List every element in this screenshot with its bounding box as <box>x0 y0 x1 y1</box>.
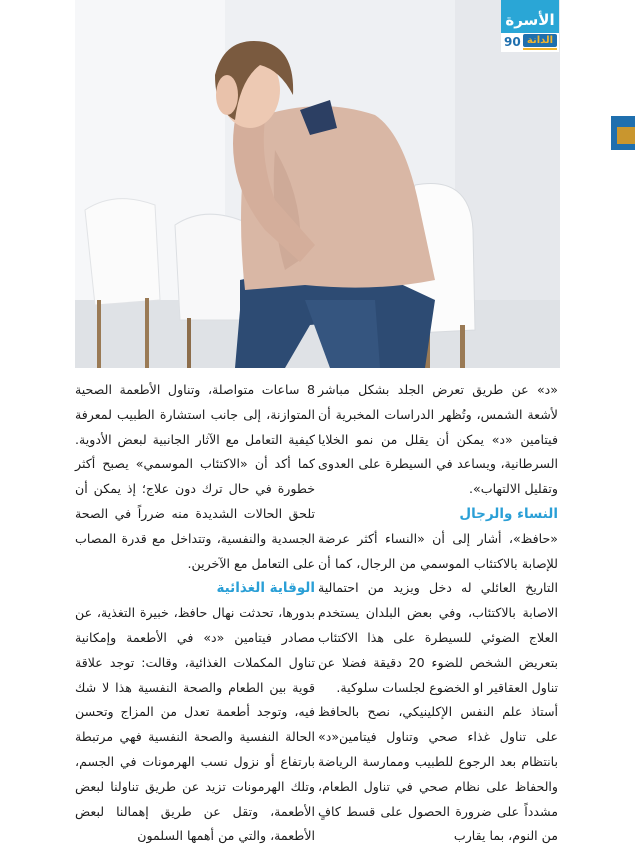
paragraph: أستاذ علم النفس الإكلينيكي، نصح بالحافظ على تناول غذاء صحي وتناول فيتامين«د» بانتظام بعد الرجوع للطبيب وممارسة الرياضة والحفاظ على نظام صحي في تناول الطعام، مشدداً على ضرورة الحصول على قسط كافٍ من النوم، بما يقارب <box>318 704 558 844</box>
subheading-nutrition: الوقاية الغذائية <box>216 580 315 597</box>
article-photo <box>75 0 560 368</box>
section-badge <box>501 0 559 52</box>
magazine-logo: الدانة <box>523 34 557 47</box>
subheading-women-men: النساء والرجال <box>459 505 558 522</box>
article-column-right <box>318 378 558 849</box>
paragraph: بدورها، تحدثت نهال حافظ، خبيرة التغذية، عن مصادر فيتامين «د» في الأطعمة وإمكانية تناول المكملات الغذائية، وقالت: توجد علاقة قوية بين الطعام والصحة النفسية هذا لا شك فيه، وتوجد أطعمة تعدل من المزاج وتحسن الحالة النفسية والصحة النفسية فهي مرتبطة بارتفاع أو نزول نسب الهرمونات في الجسم، وتلك الهرمونات تزيد عن طريق تناولنا لبعض الأطعمة، وتقل عن طريق إهمالنا لبعض الأطعمة، والتي من أهمها السلمون <box>75 605 315 844</box>
paragraph: «حافظ»، أشار إلى أن «النساء أكثر عرضة للإصابة بالاكتئاب الموسمي من الرجال، كما أن التاريخ العائلي له دخل ويزيد من احتمالية الاصابة بالاكتئاب، وفي بعض البلدان يستخدم العلاج الضوئي للسيطرة على هذا الاكتئاب بتعريض الشخص للضوء 20 دقيقة فضلا عن تناول العقاقير او الخضوع لجلسات سلوكية. <box>318 530 558 695</box>
article-column-left <box>75 378 315 849</box>
paragraph: 8 ساعات متواصلة، وتناول الأطعمة الصحية المتوازنة، إلى جانب استشارة الطبيب لمعرفة كيفية التعامل مع الآثار الجانبية لبعض الأدوية. كما أكد أن «الاكتئاب الموسمي» يصبح أكثر خطورة في حال ترك دون علاج؛ إذ يمكن أن تلحق الحالات الشديدة منه ضرراً في الصحة الجسدية والنفسية، وتتداخل مع قدرة المصاب على التعامل مع الآخرين. <box>75 382 315 571</box>
page-number: 90 <box>504 35 521 49</box>
woman-sitting-photo <box>75 0 560 368</box>
section-label: الأسرة <box>501 0 559 33</box>
badge-footer <box>501 33 559 52</box>
logo-underline <box>523 48 557 50</box>
edge-tab-marker <box>611 116 635 150</box>
paragraph: «د» عن طريق تعرض الجلد بشكل مباشر لأشعة الشمس، وتُظهر الدراسات المخبرية أن فيتامين «د» يمكن أن يقلل من نمو الخلايا السرطانية، ويساعد في السيطرة على العدوى وتقليل الالتهاب». <box>318 382 558 497</box>
